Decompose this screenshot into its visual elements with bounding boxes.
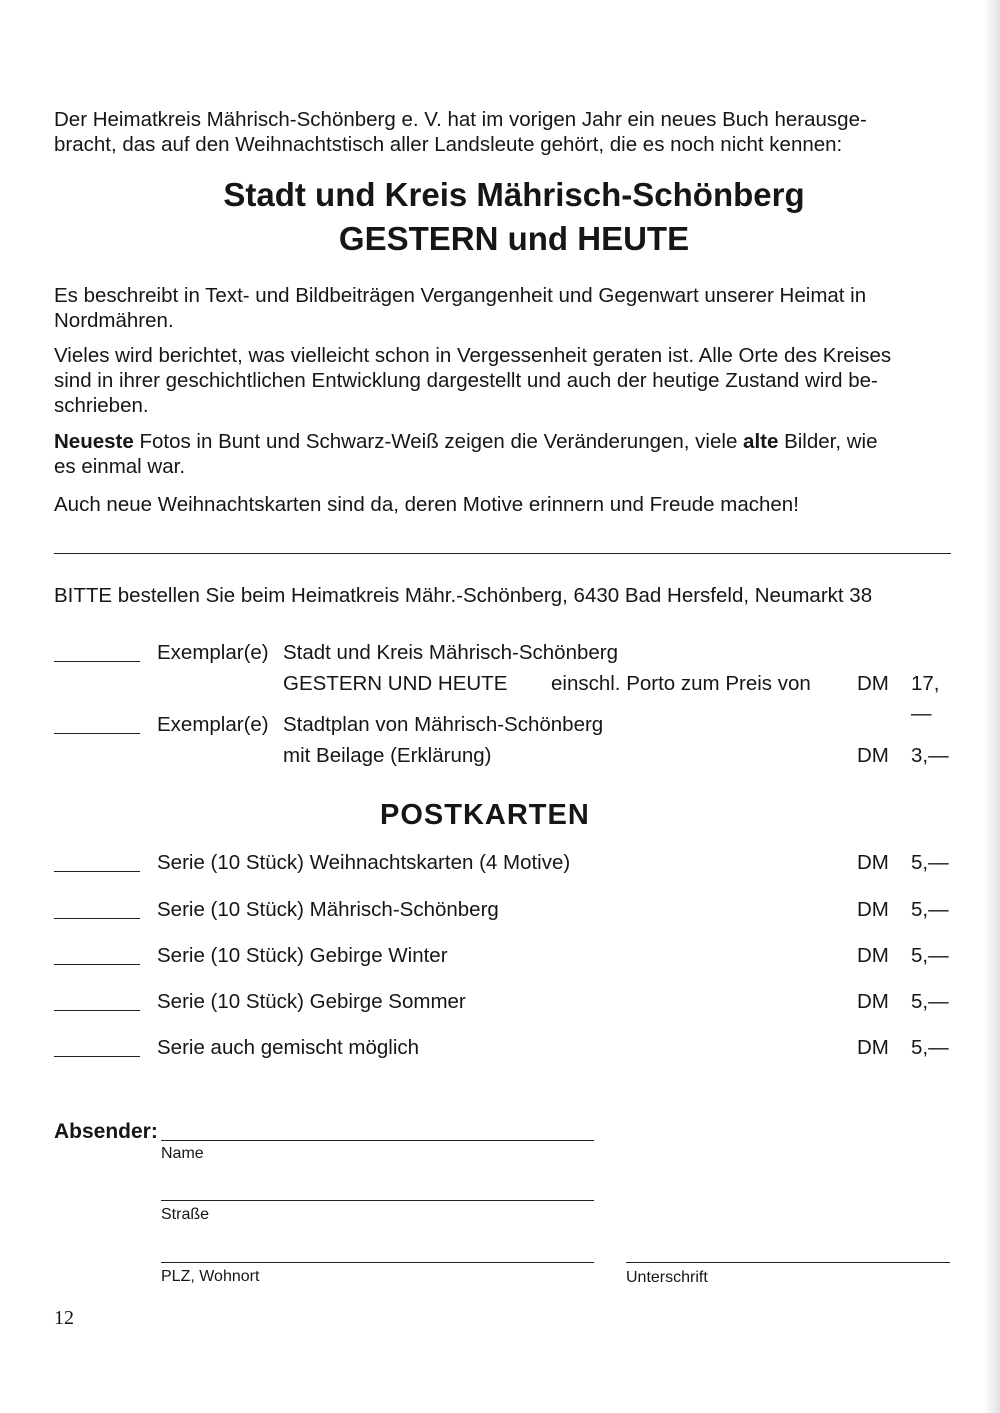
map-item-line-1: Stadtplan von Mährisch-Schönberg bbox=[283, 713, 604, 736]
map-item-line-2: mit Beilage (Erklärung) bbox=[283, 744, 492, 767]
description-p3-mid: Fotos in Bunt und Schwarz-Weiß zeigen die Veränderungen, viele bbox=[133, 430, 744, 453]
description-p2-line-3: schrieben. bbox=[54, 394, 149, 417]
postkarten-row bbox=[54, 848, 952, 878]
description-p2-line-2: sind in ihrer geschichtlichen Entwicklung dargestellt und auch der heutige Zustand wird be- bbox=[54, 369, 878, 392]
signature-caption: Unterschrift bbox=[626, 1269, 708, 1286]
page-number: 12 bbox=[54, 1307, 74, 1329]
postkarten-item-label: Serie (10 Stück) Mährisch-Schönberg bbox=[157, 898, 499, 921]
order-instruction-text: BITTE bestellen Sie beim Heimatkreis Mähr.-Schönberg, 6430 Bad Hersfeld, Neumarkt 38 bbox=[54, 584, 873, 607]
street-field-line[interactable] bbox=[161, 1200, 594, 1201]
postkarten-item-label: Serie (10 Stück) Gebirge Sommer bbox=[157, 990, 466, 1013]
postkarten-row bbox=[54, 941, 952, 971]
description-p3-end: Bilder, wie bbox=[778, 430, 878, 453]
postkarten-row bbox=[54, 987, 952, 1017]
quantity-blank-postkarten-5[interactable] bbox=[54, 1056, 140, 1057]
intro-line-2: bracht, das auf den Weihnachtstisch aller Landsleute gehört, die es noch nicht kennen: bbox=[54, 133, 843, 156]
description-p1-line-2: Nordmähren. bbox=[54, 309, 174, 332]
name-field-line[interactable] bbox=[161, 1140, 594, 1141]
book-title-line-1: Stadt und Kreis Mährisch-Schönberg bbox=[223, 176, 805, 213]
postkarten-item-price: 5,— bbox=[911, 944, 949, 967]
postkarten-item-currency: DM bbox=[857, 1036, 889, 1059]
postkarten-row bbox=[54, 895, 952, 925]
book-item-extra: einschl. Porto zum Preis von bbox=[551, 672, 811, 695]
order-row-book bbox=[54, 638, 952, 668]
street-caption: Straße bbox=[161, 1206, 210, 1223]
sender-label: Absender: bbox=[54, 1120, 158, 1143]
signature-field-line[interactable] bbox=[626, 1262, 950, 1263]
bold-neueste: Neueste bbox=[54, 430, 134, 453]
description-p4: Auch neue Weihnachtskarten sind da, deren Motive erinnern und Freude machen! bbox=[54, 493, 799, 516]
order-instruction bbox=[54, 583, 952, 608]
postkarten-item-label: Serie auch gemischt möglich bbox=[157, 1036, 420, 1059]
postkarten-item-currency: DM bbox=[857, 944, 889, 967]
qty-label-book: Exemplar(e) bbox=[157, 641, 269, 664]
quantity-blank-postkarten-3[interactable] bbox=[54, 964, 140, 965]
quantity-blank-book[interactable] bbox=[54, 661, 140, 662]
description-paragraph-2 bbox=[54, 343, 952, 418]
book-title-line-2: GESTERN und HEUTE bbox=[338, 220, 690, 257]
name-caption: Name bbox=[161, 1145, 204, 1162]
postkarten-item-currency: DM bbox=[857, 898, 889, 921]
description-paragraph-1 bbox=[54, 283, 952, 333]
postkarten-item-currency: DM bbox=[857, 851, 889, 874]
description-p2-line-1: Vieles wird berichtet, was vielleicht schon in Vergessenheit geraten ist. Alle Orte des Kreises bbox=[54, 344, 892, 367]
map-item-price: 3,— bbox=[911, 744, 949, 767]
postkarten-row bbox=[54, 1033, 952, 1063]
quantity-blank-postkarten-2[interactable] bbox=[54, 918, 140, 919]
order-row-map-cont bbox=[54, 741, 952, 771]
book-item-line-2: GESTERN UND HEUTE bbox=[283, 672, 508, 695]
postkarten-item-price: 5,— bbox=[911, 1036, 949, 1059]
city-field-line[interactable] bbox=[161, 1262, 594, 1263]
postkarten-item-price: 5,— bbox=[911, 990, 949, 1013]
quantity-blank-map[interactable] bbox=[54, 733, 140, 734]
book-item-line-1: Stadt und Kreis Mährisch-Schönberg bbox=[283, 641, 619, 664]
order-row-map bbox=[54, 710, 952, 740]
description-p3-line-2: es einmal war. bbox=[54, 455, 186, 478]
description-paragraph-3 bbox=[54, 429, 952, 479]
postkarten-item-label: Serie (10 Stück) Weihnachtskarten (4 Motive) bbox=[157, 851, 571, 874]
postkarten-item-label: Serie (10 Stück) Gebirge Winter bbox=[157, 944, 448, 967]
book-title bbox=[54, 173, 974, 261]
postkarten-item-currency: DM bbox=[857, 990, 889, 1013]
map-item-currency: DM bbox=[857, 744, 889, 767]
quantity-blank-postkarten-1[interactable] bbox=[54, 871, 140, 872]
postkarten-heading: POSTKARTEN bbox=[380, 799, 590, 831]
qty-label-map: Exemplar(e) bbox=[157, 713, 269, 736]
section-divider bbox=[54, 553, 951, 554]
bold-alte: alte bbox=[743, 430, 779, 453]
intro-paragraph bbox=[54, 107, 952, 157]
quantity-blank-postkarten-4[interactable] bbox=[54, 1010, 140, 1011]
description-p1-line-1: Es beschreibt in Text- und Bildbeiträgen Vergangenheit und Gegenwart unserer Heimat in bbox=[54, 284, 867, 307]
intro-line-1: Der Heimatkreis Mährisch-Schönberg e. V. hat im vorigen Jahr ein neues Buch herausge- bbox=[54, 108, 867, 131]
postkarten-item-price: 5,— bbox=[911, 851, 949, 874]
book-item-currency: DM bbox=[857, 672, 889, 695]
description-paragraph-4 bbox=[54, 492, 952, 517]
postkarten-item-price: 5,— bbox=[911, 898, 949, 921]
page-edge-shadow bbox=[984, 0, 1000, 1413]
book-item-price: 17,— bbox=[911, 672, 940, 725]
city-caption: PLZ, Wohnort bbox=[161, 1268, 260, 1285]
